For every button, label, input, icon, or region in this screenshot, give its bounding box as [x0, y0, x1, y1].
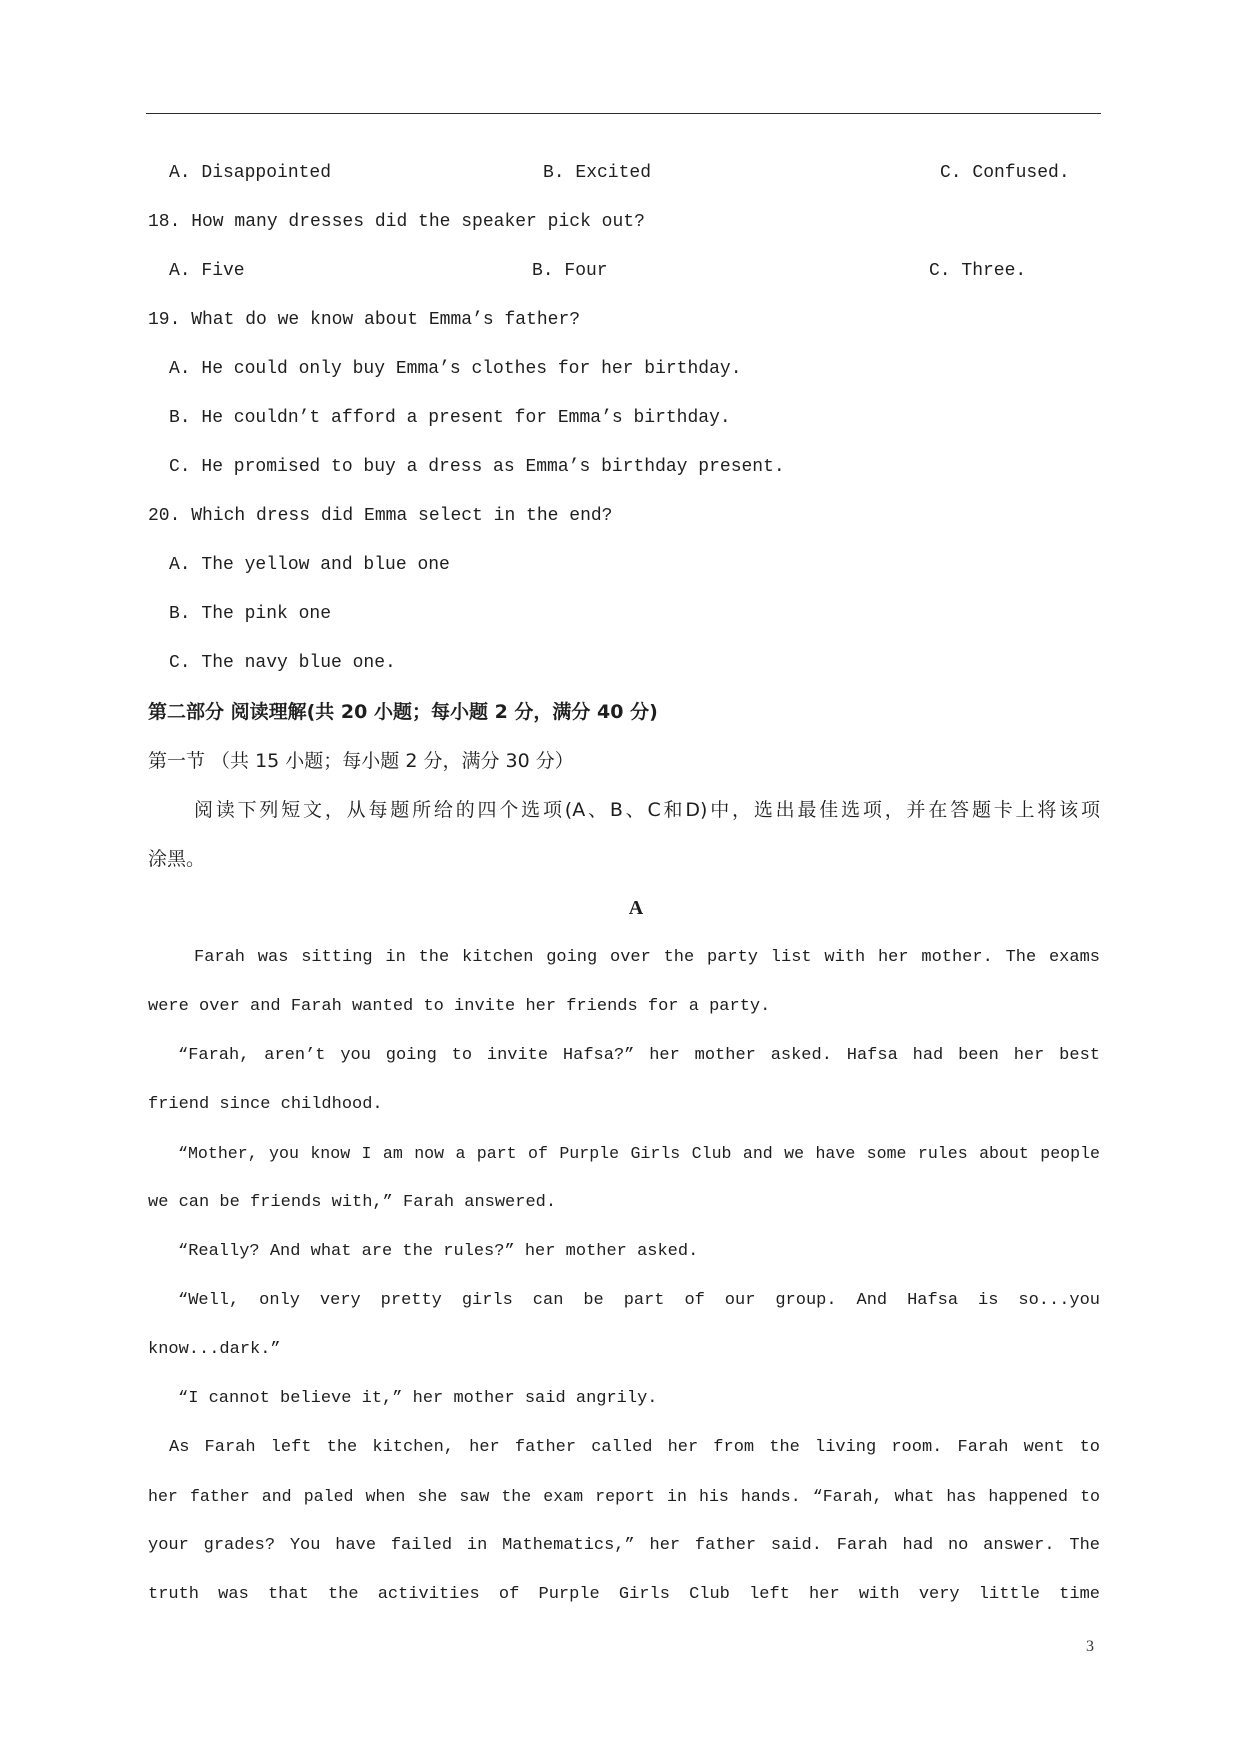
passage-line: “I cannot believe it,” her mother said angrily.	[178, 1389, 658, 1408]
passage-a	[148, 933, 1100, 1619]
passage-line: “Farah, aren’t you going to invite Hafsa?” her mother asked. Hafsa had been her best	[178, 1046, 1100, 1065]
passage-line: “Well, only very pretty girls can be part of our group. And Hafsa is so...you	[178, 1291, 1100, 1310]
q17-option-b: B. Excited	[543, 163, 652, 183]
q17-options-row	[148, 149, 1100, 198]
instructions-line-1: 阅读下列短文，从每题所给的四个选项(A、B、C和D)中，选出最佳选项，并在答题卡上将该项	[194, 799, 1100, 821]
section1-heading: 第一节 （共 15 小题；每小题 2 分，满分 30 分）	[148, 750, 574, 772]
q18-option-a: A. Five	[169, 261, 245, 281]
passage-line: Farah was sitting in the kitchen going over the party list with her mother. The exams	[194, 948, 1100, 967]
q19-stem: 19. What do we know about Emma’s father?	[148, 310, 581, 330]
q18-stem: 18. How many dresses did the speaker pick out?	[148, 212, 645, 232]
part2-heading: 第二部分 阅读理解(共 20 小题；每小题 2 分，满分 40 分)	[148, 701, 658, 723]
instructions-line-2: 涂黑。	[148, 848, 206, 870]
q20-stem: 20. Which dress did Emma select in the end?	[148, 506, 613, 526]
q18-option-b: B. Four	[532, 261, 608, 281]
passage-line: “Really? And what are the rules?” her mother asked.	[178, 1242, 699, 1261]
passage-line: truth was that the activities of Purple Girls Club left her with very little time	[148, 1585, 1100, 1604]
page-number: 3	[1086, 1638, 1094, 1655]
q19-option-b: B. He couldn’t afford a present for Emma’s birthday.	[169, 408, 731, 428]
passage-line: your grades? You have failed in Mathematics,” her father said. Farah had no answer. The	[148, 1536, 1100, 1555]
passage-line: her father and paled when she saw the exam report in his hands. “Farah, what has happened to	[148, 1487, 1100, 1506]
q19-option-c: C. He promised to buy a dress as Emma’s birthday present.	[169, 457, 785, 477]
q19-option-a: A. He could only buy Emma’s clothes for her birthday.	[169, 359, 742, 379]
passage-line: were over and Farah wanted to invite her friends for a party.	[148, 997, 771, 1016]
q18-options-row	[148, 247, 1100, 296]
q18-option-c: C. Three.	[929, 261, 1027, 281]
passage-line: we can be friends with,” Farah answered.	[148, 1193, 557, 1212]
passage-line: know...dark.”	[148, 1340, 281, 1359]
q17-option-a: A. Disappointed	[169, 163, 332, 183]
q17-option-c: C. Confused.	[940, 163, 1070, 183]
q20-option-c: C. The navy blue one.	[169, 653, 396, 673]
passage-title: A	[628, 897, 644, 919]
passage-line: “Mother, you know I am now a part of Purple Girls Club and we have some rules about people	[178, 1144, 1100, 1163]
q20-option-b: B. The pink one	[169, 604, 332, 624]
passage-line: friend since childhood.	[148, 1095, 383, 1114]
header-rule	[146, 113, 1101, 114]
q20-option-a: A. The yellow and blue one	[169, 555, 450, 575]
passage-line: As Farah left the kitchen, her father called her from the living room. Farah went to	[169, 1438, 1100, 1457]
page-content	[148, 149, 1100, 1619]
